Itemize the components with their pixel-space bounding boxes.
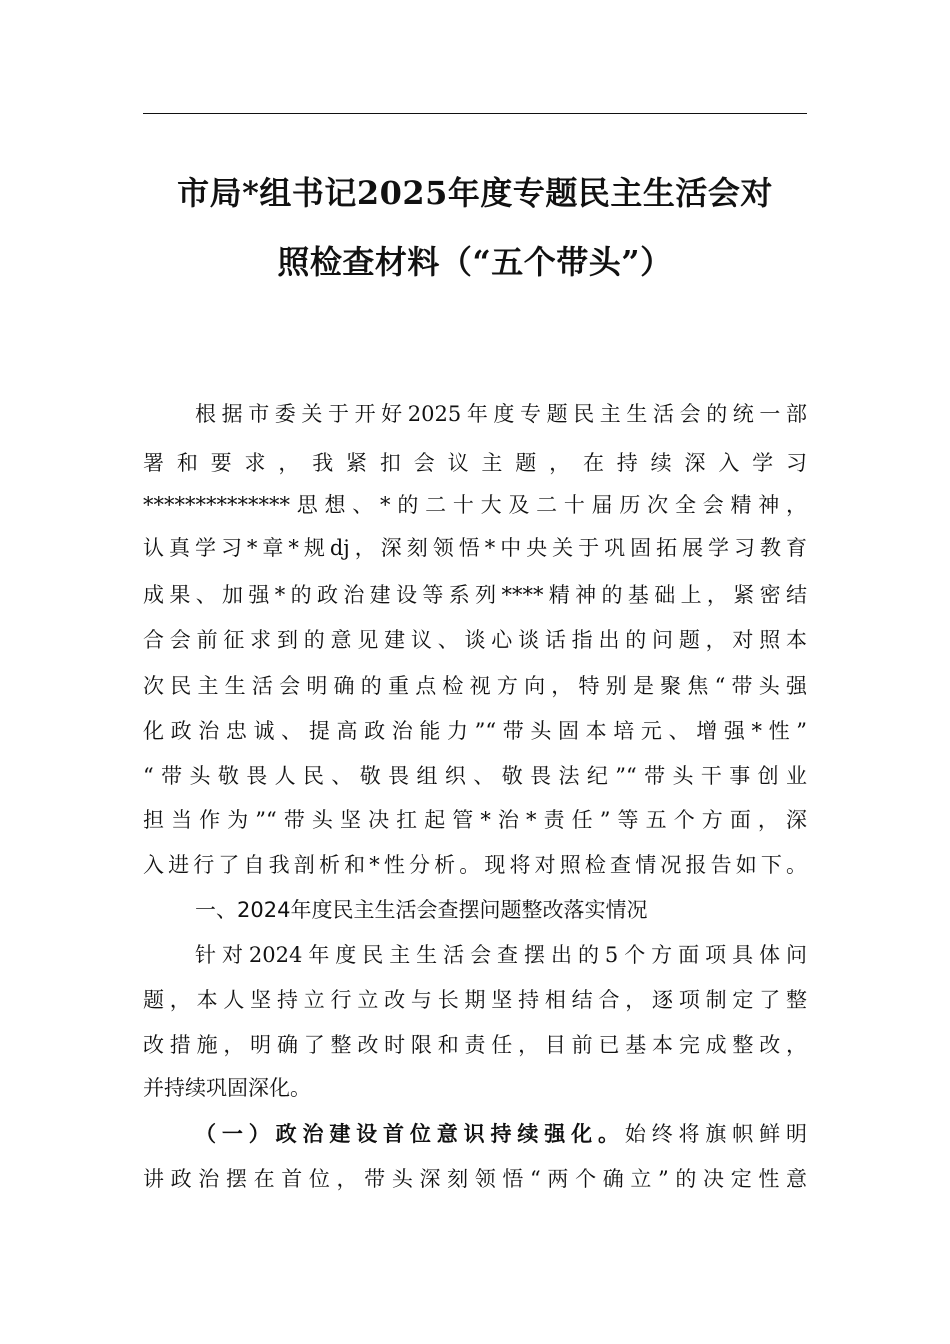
document-title-line-2: 照检查材料（“五个带头”） (277, 243, 673, 281)
intro-line: 署和要求，我紧扣会议主题，在持续深入学习 (143, 451, 807, 475)
section-line: 并持续巩固深化。 (143, 1076, 311, 1100)
header-rule (143, 113, 807, 114)
subsection-text: 始终将旗帜鲜明 (624, 1122, 807, 1146)
intro-line: 成果、加强*的政治建设等系列****精神的基础上，紧密结 (143, 583, 807, 607)
section-line: 改措施，明确了整改时限和责任，目前已基本完成整改， (143, 1033, 807, 1057)
intro-line: **************思想、*的二十大及二十届历次全会精神， (143, 493, 807, 517)
subsection-line (195, 1117, 807, 1151)
intro-line: “带头敬畏人民、敬畏组织、敬畏法纪”“带头干事创业 (143, 764, 807, 788)
document-title-line-1: 市局*组书记2025年度专题民主生活会对 (177, 174, 773, 212)
intro-line: 根据市委关于开好2025年度专题民主生活会的统一部 (195, 402, 807, 426)
intro-line: 认真学习*章*规dj，深刻领悟*中央关于巩固拓展学习教育 (143, 536, 807, 560)
intro-line: 化政治忠诚、提高政治能力”“带头固本培元、增强*性” (143, 719, 807, 743)
section-line: 题，本人坚持立行立改与长期坚持相结合，逐项制定了整 (143, 988, 807, 1012)
subsection-lead: （一）政治建设首位意识持续强化。 (195, 1121, 625, 1146)
intro-line: 合会前征求到的意见建议、谈心谈话指出的问题，对照本 (143, 628, 807, 652)
intro-line: 担当作为”“带头坚决扛起管*治*责任”等五个方面，深 (143, 808, 807, 832)
intro-line: 入进行了自我剖析和*性分析。现将对照检查情况报告如下。 (143, 853, 807, 877)
subsection-line: 讲政治摆在首位，带头深刻领悟“两个确立”的决定性意 (143, 1167, 807, 1191)
section-heading: 一、2024年度民主生活会查摆问题整改落实情况 (195, 898, 648, 922)
intro-line: 次民主生活会明确的重点检视方向，特别是聚焦“带头强 (143, 674, 807, 698)
section-line: 针对2024年度民主生活会查摆出的5个方面项具体问 (195, 943, 807, 967)
